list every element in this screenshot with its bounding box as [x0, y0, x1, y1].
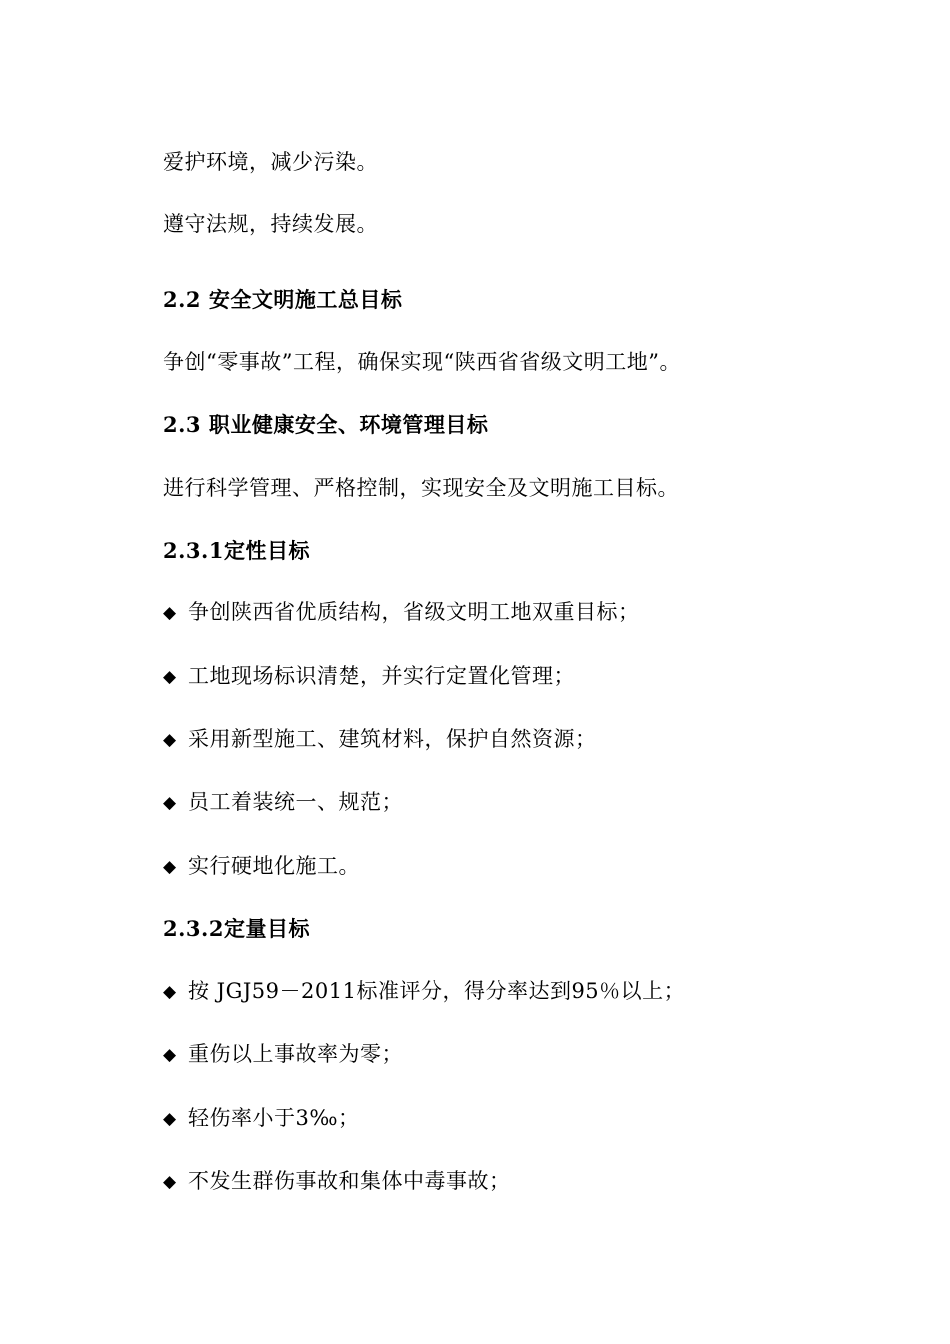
list-item-text: 工地现场标识清楚，并实行定置化管理； — [188, 664, 575, 688]
list-item — [163, 1040, 403, 1069]
list-item — [163, 598, 640, 627]
diamond-bullet-icon: ◆ — [163, 857, 177, 877]
diamond-bullet-icon: ◆ — [163, 603, 177, 623]
list-item-text: 员工着装统一、规范； — [188, 790, 403, 814]
diamond-bullet-icon: ◆ — [163, 730, 177, 750]
list-item — [163, 725, 597, 754]
list-item — [163, 1104, 360, 1133]
list-item-text: 实行硬地化施工。 — [188, 854, 360, 878]
list-item — [163, 662, 575, 691]
diamond-bullet-icon: ◆ — [163, 1109, 177, 1129]
section-heading-2-3: 2.3 职业健康安全、环境管理目标 — [163, 412, 489, 437]
list-item-text: 按 JGJ59－2011标准评分，得分率达到95％以上； — [188, 979, 686, 1003]
section-heading-2-2: 2.2 安全文明施工总目标 — [163, 287, 403, 312]
diamond-bullet-icon: ◆ — [163, 1045, 177, 1065]
diamond-bullet-icon: ◆ — [163, 1172, 177, 1192]
section-heading-2-3-2: 2.3.2定量目标 — [163, 916, 310, 941]
diamond-bullet-icon: ◆ — [163, 667, 177, 687]
diamond-bullet-icon: ◆ — [163, 793, 177, 813]
list-item — [163, 977, 685, 1006]
list-item — [163, 1167, 511, 1196]
list-item-text: 重伤以上事故率为零； — [188, 1042, 403, 1066]
list-item-text: 采用新型施工、建筑材料，保护自然资源； — [188, 727, 597, 751]
paragraph: 遵守法规，持续发展。 — [163, 212, 378, 236]
paragraph: 爱护环境，减少污染。 — [163, 150, 378, 174]
paragraph: 进行科学管理、严格控制，实现安全及文明施工目标。 — [163, 476, 679, 500]
diamond-bullet-icon: ◆ — [163, 982, 177, 1002]
list-item-text: 争创陕西省优质结构，省级文明工地双重目标； — [188, 600, 640, 624]
list-item-text: 不发生群伤事故和集体中毒事故； — [188, 1169, 511, 1193]
list-item — [163, 852, 360, 881]
section-heading-2-3-1: 2.3.1定性目标 — [163, 538, 310, 563]
list-item — [163, 788, 403, 817]
list-item-text: 轻伤率小于3‰； — [188, 1106, 360, 1130]
paragraph: 争创“零事故”工程，确保实现“陕西省省级文明工地”。 — [163, 350, 681, 374]
